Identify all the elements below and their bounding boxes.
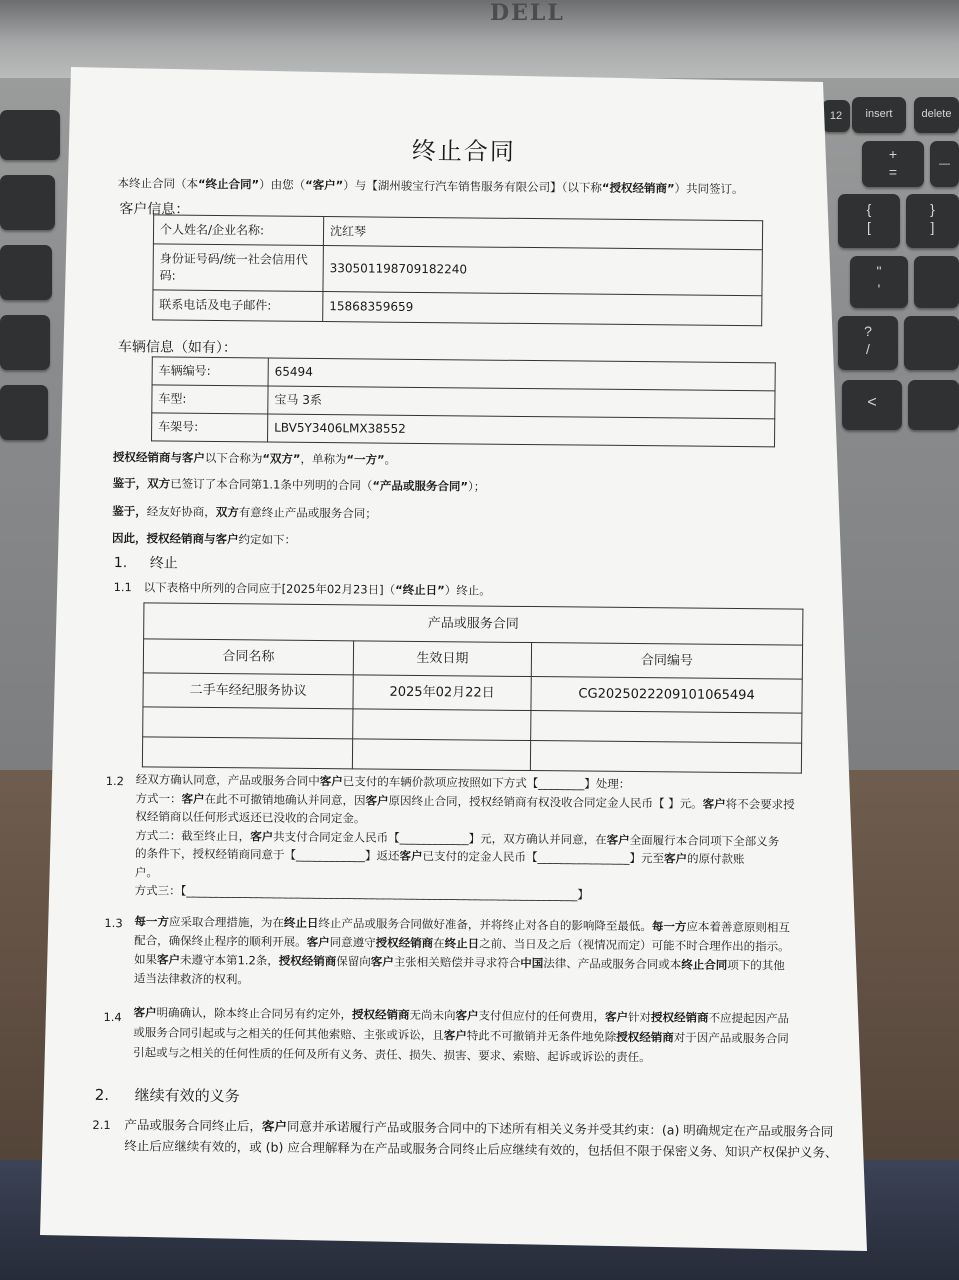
text: 对于因产品或服务合同 bbox=[673, 1030, 789, 1046]
text: 经友好协商， bbox=[146, 504, 216, 520]
bold-text: 客户 bbox=[455, 1008, 479, 1023]
clause-2-1-text bbox=[124, 1114, 838, 1163]
effective-date-cell: 2025年02月22日 bbox=[353, 675, 531, 711]
text: 法律、产品或服务合同或本 bbox=[543, 956, 682, 972]
text: 针对 bbox=[627, 1009, 652, 1025]
key-left-2 bbox=[0, 175, 55, 230]
text: 之前、当日及之后（视情况而定）可能不时合理作出的指示。 bbox=[479, 936, 790, 954]
bold-text: “双方” bbox=[262, 451, 301, 466]
bold-text: 鉴于， bbox=[112, 504, 147, 519]
section-1-number: 1. bbox=[113, 555, 128, 572]
contract-name-cell: 二手车经纪服务协议 bbox=[143, 673, 353, 709]
text: 无尚未向 bbox=[409, 1007, 456, 1023]
text: 户。 bbox=[134, 864, 158, 879]
vehicle-vin-label: 车架号: bbox=[152, 413, 268, 442]
bold-text: 客户 bbox=[156, 952, 181, 967]
text: 未遵守本第1.2条， bbox=[179, 952, 279, 968]
table-row bbox=[152, 413, 775, 447]
bold-text: “终止日” bbox=[395, 582, 445, 598]
clause-1-2-number: 1.2 bbox=[105, 773, 125, 789]
text: 如果 bbox=[133, 952, 158, 967]
bold-text: “客户” bbox=[305, 177, 344, 193]
bold-text: 客户 bbox=[663, 851, 688, 866]
text: 引起或与之相关的任何性质的任何及所有义务、责任、损失、损害、要求、索赔、起诉或诉讼的责任。 bbox=[133, 1045, 651, 1065]
text: 在此不可撤销地确认并同意，因 bbox=[204, 791, 366, 807]
parties-definition bbox=[113, 450, 396, 468]
customer-name-value: 沈红琴 bbox=[323, 217, 762, 250]
text: 终止产品或服务合同做好准备，并将终止对各自的影响降至最低。 bbox=[318, 916, 652, 934]
bold-text: 客户 bbox=[443, 1028, 467, 1043]
key-question: ? / bbox=[838, 316, 898, 370]
text: ，单称为 bbox=[300, 451, 347, 467]
text: 同意并承诺履行产品或服务合同中的下述所有相关义务并受其约束：(a) 明确规定在产品或服务合同 bbox=[286, 1118, 834, 1139]
customer-id-value: 330501198709182240 bbox=[323, 246, 762, 296]
text: 共支付合同定金人民币【____________】元，双方确认并同意，在 bbox=[273, 829, 607, 847]
bold-text: “产品或服务合同” bbox=[372, 478, 469, 494]
empty-cell bbox=[353, 709, 531, 741]
key-left-5 bbox=[0, 385, 48, 440]
bold-text: 终止日 bbox=[283, 915, 319, 931]
vehicle-model-value: 宝马 3系 bbox=[268, 386, 775, 419]
empty-cell bbox=[142, 737, 352, 769]
bold-text: 客户 bbox=[702, 796, 726, 811]
laptop-logo: DELL bbox=[490, 0, 565, 26]
section-2-title: 继续有效的义务 bbox=[134, 1086, 240, 1106]
bold-text: 每一方 bbox=[134, 914, 169, 929]
text: 产品或服务合同终止后， bbox=[124, 1117, 263, 1134]
bold-text: 客户 bbox=[319, 774, 343, 789]
text: 应采取合理措施，为在 bbox=[168, 914, 284, 930]
text: 经双方确认同意，产品或服务合同中 bbox=[135, 772, 320, 789]
text: 保留向 bbox=[336, 954, 371, 969]
bold-text: 双方 bbox=[147, 476, 171, 491]
contract-number-header: 合同编号 bbox=[531, 643, 802, 680]
clause-1-1-text bbox=[144, 580, 491, 599]
text: 约定如下： bbox=[238, 532, 297, 547]
text: 已支付的车辆价款项应按照如下方式【________】处理： bbox=[342, 774, 631, 792]
section-1-title: 终止 bbox=[149, 555, 178, 572]
bold-text: 授权经销商与客户 bbox=[112, 450, 205, 465]
section-1-heading bbox=[114, 554, 178, 574]
text: 权经销商以任何形式返还已没收的合同定金。 bbox=[135, 809, 366, 826]
table-row bbox=[142, 737, 801, 773]
bold-text: 客户 bbox=[250, 828, 274, 844]
empty-cell bbox=[352, 739, 530, 771]
vehicle-model-label: 车型: bbox=[152, 385, 268, 414]
customer-name-label: 个人姓名/企业名称: bbox=[153, 215, 323, 246]
text: 特此不可撤销并无条件地免除 bbox=[466, 1028, 617, 1044]
text: 全面履行本合同项下全部义务 bbox=[629, 832, 780, 848]
vehicle-info-table bbox=[151, 356, 776, 447]
bold-text: “终止合同” bbox=[197, 176, 260, 192]
table-row bbox=[153, 244, 762, 296]
key-blank-right-1 bbox=[914, 256, 959, 308]
text: 终止后应继续有效的，或 (b) 应合理解释为在产品或服务合同终止后应继续有效的，包括但不限于保密义务、知识产权保护义务、 bbox=[124, 1138, 838, 1161]
clause-1-4-text bbox=[133, 1002, 789, 1068]
key-insert: insert bbox=[852, 97, 906, 133]
key-brace-open: { [ bbox=[838, 194, 900, 248]
clause-2-1-number: 2.1 bbox=[92, 1117, 111, 1133]
text: ）共同签订。 bbox=[674, 181, 744, 197]
text: 在 bbox=[433, 936, 445, 951]
bold-text: 授权经销商 bbox=[375, 935, 434, 951]
clause-1-4-number: 1.4 bbox=[103, 1009, 122, 1025]
text: 以下表格中所列的合同应于[2025年02月23日]（ bbox=[143, 580, 396, 597]
bold-text: 中国 bbox=[520, 955, 544, 971]
key-left-arrow: < bbox=[842, 380, 902, 430]
bold-text: 每一方 bbox=[651, 919, 687, 934]
text: 本终止合同（本 bbox=[117, 176, 199, 191]
key-quote: " ' bbox=[850, 256, 908, 308]
key-minus: — bbox=[930, 141, 959, 187]
text: 原因终止合同，授权经销商有权没收合同定金人民币【 】元。 bbox=[388, 793, 703, 811]
bold-text: “一方” bbox=[346, 452, 385, 467]
text: 有意终止产品或服务合同； bbox=[238, 505, 377, 521]
customer-id-label: 身份证号码/统一社会信用代码: bbox=[153, 244, 323, 292]
key-left-4 bbox=[0, 315, 50, 370]
key-plus: + = bbox=[862, 141, 924, 187]
vehicle-vin-value: LBV5Y3406LMX38552 bbox=[268, 414, 775, 447]
empty-cell bbox=[530, 741, 801, 774]
text: 以下合称为 bbox=[204, 450, 263, 466]
vehicle-info-heading: 车辆信息（如有）： bbox=[117, 339, 237, 357]
text: ）； bbox=[467, 479, 486, 494]
section-2-heading bbox=[95, 1085, 240, 1107]
bold-text: “授权经销商” bbox=[601, 180, 675, 196]
vehicle-number-value: 65494 bbox=[268, 358, 775, 391]
text: 配合，确保终止程序的顺利开展。 bbox=[134, 933, 307, 949]
key-left-1 bbox=[0, 110, 60, 160]
therefore-clause bbox=[112, 531, 296, 548]
key-right-side bbox=[908, 380, 959, 430]
text: 方式三：【____________________________________________________________________】 bbox=[134, 883, 589, 902]
customer-info-heading: 客户信息： bbox=[119, 201, 190, 218]
text: 明确确认，除本终止合同另有约定外， bbox=[156, 1005, 353, 1022]
contract-number-cell: CG2025022209101065494 bbox=[531, 677, 802, 714]
empty-cell bbox=[143, 707, 353, 739]
text: ）与【湖州骏宝行汽车销售服务有限公司】（以下称 bbox=[343, 178, 603, 195]
bold-text: 客户 bbox=[399, 848, 423, 864]
bold-text: 客户 bbox=[604, 1009, 629, 1024]
text: 项下的其他 bbox=[727, 957, 785, 973]
key-brace-close: } ] bbox=[906, 194, 959, 248]
text: ）终止。 bbox=[444, 583, 491, 598]
bold-text: 客户 bbox=[370, 954, 394, 969]
bold-text: 客户 bbox=[261, 1118, 288, 1134]
text: 同意遵守 bbox=[329, 935, 376, 950]
text: 已签订了本合同第1.1条中列明的合同（ bbox=[170, 476, 373, 493]
bold-text: 双方 bbox=[215, 505, 239, 520]
effective-date-header: 生效日期 bbox=[353, 641, 531, 677]
customer-contact-value: 15868359659 bbox=[323, 292, 762, 326]
bold-text: 客户 bbox=[365, 792, 389, 808]
bold-text: 因此，授权经销商与客户 bbox=[112, 531, 239, 547]
empty-cell bbox=[531, 711, 802, 744]
bold-text: 客户 bbox=[133, 1005, 157, 1020]
clause-1-3-text bbox=[134, 912, 790, 994]
contract-table-caption: 产品或服务合同 bbox=[144, 603, 803, 645]
document-title: 终止合同 bbox=[411, 136, 516, 166]
customer-info-table bbox=[152, 214, 763, 326]
bold-text: 鉴于， bbox=[112, 476, 148, 491]
bold-text: 授权经销商 bbox=[650, 1010, 709, 1025]
table-row bbox=[153, 290, 762, 326]
text: 不应提起因产品 bbox=[708, 1010, 790, 1026]
text: 已支付的定金人民币【________________】元至 bbox=[422, 849, 665, 866]
text: 的条件下，授权经销商同意于【____________】返还 bbox=[134, 846, 400, 863]
bold-text: 客户 bbox=[606, 832, 630, 847]
bold-text: 授权经销商 bbox=[278, 953, 337, 969]
bold-text: 终止日 bbox=[444, 936, 480, 951]
bold-text: 授权经销商 bbox=[616, 1029, 674, 1045]
contract-name-header: 合同名称 bbox=[143, 639, 353, 675]
text: ）由您（ bbox=[259, 177, 306, 192]
text: 或服务合同引起或与之相关的任何其他索赔、主张或诉讼，且 bbox=[133, 1025, 444, 1043]
text: 主张相关赔偿并寻求符合 bbox=[393, 954, 521, 970]
text: 应本着善意原则相互 bbox=[686, 919, 790, 935]
text: 方式一： bbox=[135, 790, 182, 806]
bold-text: 客户 bbox=[181, 791, 205, 806]
vehicle-number-label: 车辆编号: bbox=[152, 357, 268, 386]
section-2-number: 2. bbox=[94, 1085, 110, 1105]
text: 将不会要求授 bbox=[725, 796, 795, 812]
bold-text: 终止合同 bbox=[681, 957, 728, 972]
key-f12: 12 bbox=[822, 100, 850, 132]
customer-contact-label: 联系电话及电子邮件: bbox=[153, 290, 323, 322]
whereas-clause-2 bbox=[112, 504, 377, 522]
clause-1-1-number: 1.1 bbox=[113, 580, 132, 595]
contract-table bbox=[142, 602, 804, 773]
bold-text: 客户 bbox=[306, 934, 330, 950]
text: 支付但应付的任何费用， bbox=[478, 1008, 606, 1024]
text: 适当法律救济的权利。 bbox=[133, 971, 249, 987]
key-blank-right-2 bbox=[904, 316, 959, 370]
text: 方式二：截至终止日， bbox=[135, 827, 251, 843]
text: 的原付款账 bbox=[686, 851, 745, 867]
key-left-3 bbox=[0, 245, 52, 300]
clause-1-3-number: 1.3 bbox=[104, 915, 123, 931]
text: 。 bbox=[384, 452, 397, 467]
key-delete: delete bbox=[914, 97, 959, 133]
bold-text: 授权经销商 bbox=[351, 1007, 410, 1022]
clause-1-2-text bbox=[135, 770, 795, 906]
